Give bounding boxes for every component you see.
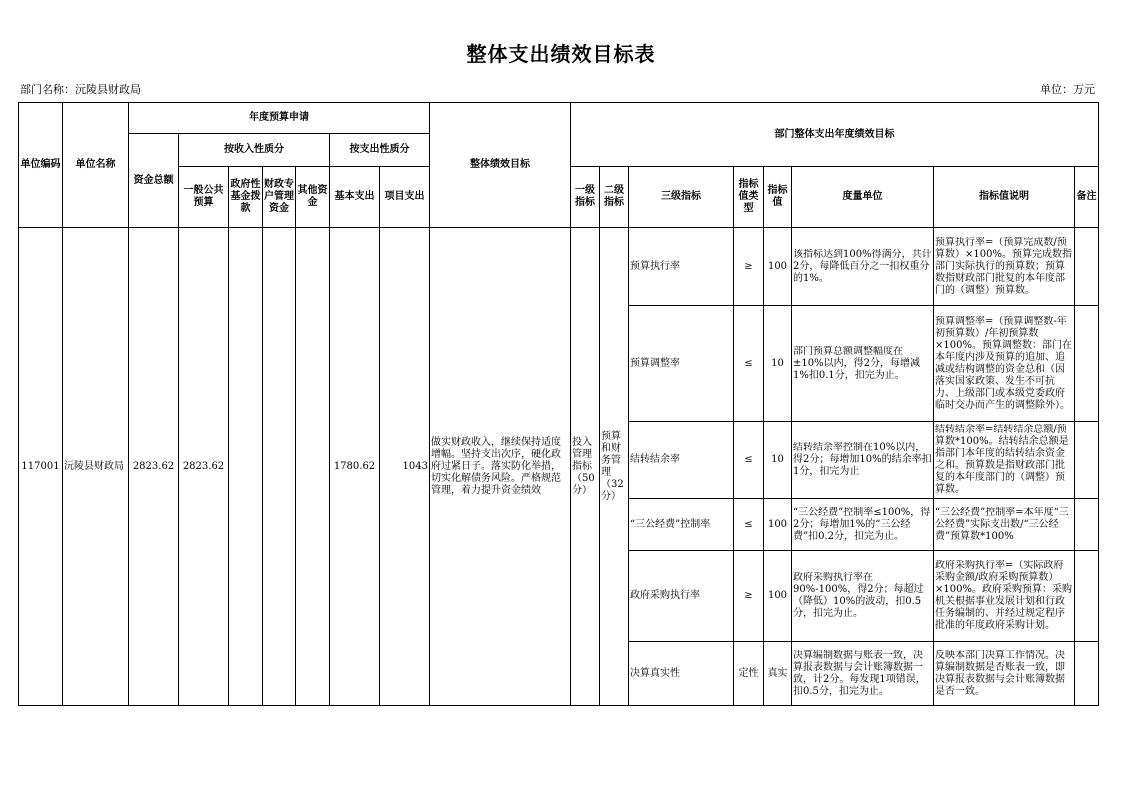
- indicator-type: ≤: [734, 306, 764, 422]
- header-overall-goal: 整体绩效目标: [430, 103, 571, 228]
- indicator-value: 10: [764, 422, 792, 499]
- unit-code-cell: 117001: [19, 228, 63, 706]
- header-by-expense: 按支出性质分: [330, 134, 430, 167]
- indicator-value: 100: [764, 499, 792, 551]
- header-gov-fund: 政府性基金拨款: [229, 167, 263, 228]
- page-title: 整体支出绩效目标表: [466, 42, 656, 66]
- gov-fund-cell: [229, 228, 263, 706]
- remarks-cell: [1075, 228, 1099, 306]
- indicator-measure-text: “三公经费”控制率≤100%，得2分；每增加1%的“三公经费”扣0.2分，扣完为止。: [793, 506, 931, 542]
- indicator-desc-text: 预算调整率=（预算调整数-年初预算数）/年初预算数×100%。预算调整数：部门在本年度内涉及预算的追加、追减或结构调整的资金总和（因落实国家政策、发生不可抗力、上级部门或本级党委政府临时交办而产生的调整除外）。: [935, 315, 1072, 411]
- indicator-measure-text: 结转结余率控制在10%以内，得2分；每增加10%的结余率扣1分，扣完为止: [793, 442, 932, 477]
- indicator-name: 预算调整率: [629, 306, 734, 422]
- indicator-value: 10: [764, 306, 792, 422]
- currency-unit: 单位：万元: [1040, 83, 1095, 96]
- header-annual-budget: 年度预算申请: [129, 103, 430, 134]
- header-level2: 二级指标: [600, 167, 629, 228]
- table-row: [19, 228, 1099, 306]
- remarks-cell: [1075, 499, 1099, 551]
- remarks-cell: [1075, 422, 1099, 499]
- unit-name-cell: 沅陵县财政局: [63, 228, 129, 706]
- header-unit-name: 单位名称: [63, 103, 129, 228]
- header-unit-code: 单位编码: [19, 103, 63, 228]
- level1-cell: 投入管理指标（50分）: [571, 228, 600, 706]
- indicator-measure-text: 决算编制数据与账表一致，决算报表数据与会计账簿数据一致，计2分。每发现1项错误，扣0.5分，扣完为止。: [793, 649, 926, 697]
- indicator-desc-text: 结转结余率=结转结余总额/预算数*100%。结转结余总额是指部门本年度的结转结余资金之和。预算数是指财政部门批复的本年度部门的（调整）预算数。: [935, 424, 1069, 495]
- indicator-name: 政府采购执行率: [629, 551, 734, 642]
- indicator-desc: [934, 228, 1075, 306]
- indicator-type: ≤: [734, 422, 764, 499]
- header-indicator-desc: 指标值说明: [934, 167, 1075, 228]
- basic-expense-cell: 1780.62: [330, 228, 380, 706]
- header-other-funds: 其他资金: [296, 167, 330, 228]
- indicator-value: 100: [764, 228, 792, 306]
- header-by-income: 按收入性质分: [179, 134, 330, 167]
- remarks-cell: [1075, 306, 1099, 422]
- indicator-type: 定性: [734, 642, 764, 706]
- indicator-type: ≥: [734, 228, 764, 306]
- header-dept-goal: 部门整体支出年度绩效目标: [571, 103, 1099, 167]
- remarks-cell: [1075, 551, 1099, 642]
- special-mgmt-cell: [263, 228, 296, 706]
- indicator-desc: [934, 642, 1075, 706]
- indicator-desc-text: 政府采购执行率=（实际政府采购金额/政府采购预算数）×100%。政府采购预算：采购机关根据事业发展计划和行政任务编制的、并经过规定程序批准的年度政府采购计划。: [935, 560, 1072, 631]
- project-expense-cell: 1043: [380, 228, 430, 706]
- header-indicator-type: 指标值类型: [734, 167, 764, 228]
- header-basic-expense: 基本支出: [330, 167, 380, 228]
- indicator-name: 结转结余率: [629, 422, 734, 499]
- level2-cell: 预算和财务管理（32分）: [600, 228, 629, 706]
- indicator-desc: [934, 551, 1075, 642]
- indicator-measure-text: 政府采购执行率在90%-100%，得2分；每超过（降低）10%的波动，扣0.5分，扣完为止。: [793, 572, 924, 619]
- header-total-funds: 资金总额: [129, 134, 179, 228]
- header-level3: 三级指标: [629, 167, 734, 228]
- indicator-name: 预算执行率: [629, 228, 734, 306]
- indicator-measure: [792, 642, 934, 706]
- indicator-measure: [792, 499, 934, 551]
- indicator-measure: [792, 306, 934, 422]
- header-project-expense: 项目支出: [380, 167, 430, 228]
- indicator-desc-text: “三公经费”控制率=本年度“三公经费”实际支出数/“三公经费”预算数*100%: [935, 506, 1069, 542]
- indicator-type: ≤: [734, 499, 764, 551]
- indicator-desc: [934, 422, 1075, 499]
- general-budget-cell: 2823.62: [179, 228, 229, 706]
- indicator-value: 真实: [764, 642, 792, 706]
- header-general-budget: 一般公共预算: [179, 167, 229, 228]
- indicator-desc-text: 预算执行率=（预算完成数/预算数）×100%。预算完成数指部门实际执行的预算数；预算数指财政部门批复的本年度部门的（调整）预算数。: [935, 236, 1072, 296]
- indicator-measure-text: 该指标达到100%得满分，共计2分，每降低百分之一扣权重分的1%。: [793, 248, 932, 284]
- indicator-type: ≥: [734, 551, 764, 642]
- header-remarks: 备注: [1075, 167, 1099, 228]
- indicator-desc: [934, 499, 1075, 551]
- performance-target-table: [18, 102, 1099, 706]
- header-measure-unit: 度量单位: [792, 167, 934, 228]
- indicator-measure: [792, 422, 934, 499]
- header-special-mgmt: 财政专户管理资金: [263, 167, 296, 228]
- other-funds-cell: [296, 228, 330, 706]
- indicator-desc-text: 反映本部门决算工作情况。决算编制数据是否账表一致，即决算报表数据与会计账簿数据是否一致。: [935, 649, 1065, 697]
- overall-goal-cell: 做实财政收入，继续保持适度增幅。坚持支出次序，硬化政府过紧日子。落实防化举措，切实化解债务风险。严格规范管理，着力提升资金绩效: [430, 228, 571, 706]
- indicator-measure-text: 部门预算总额调整幅度在±10%以内，得2分，每增减1%扣0.1分，扣完为止。: [793, 345, 920, 381]
- header-level1: 一级指标: [571, 167, 600, 228]
- indicator-value: 100: [764, 551, 792, 642]
- indicator-desc: [934, 306, 1075, 422]
- indicator-name: 决算真实性: [629, 642, 734, 706]
- total-funds-cell: 2823.62: [129, 228, 179, 706]
- indicator-name: “三公经费”控制率: [629, 499, 734, 551]
- indicator-measure: [792, 551, 934, 642]
- department-name: 部门名称：沅陵县财政局: [20, 83, 141, 96]
- remarks-cell: [1075, 642, 1099, 706]
- header-indicator-value: 指标值: [764, 167, 792, 228]
- indicator-measure: [792, 228, 934, 306]
